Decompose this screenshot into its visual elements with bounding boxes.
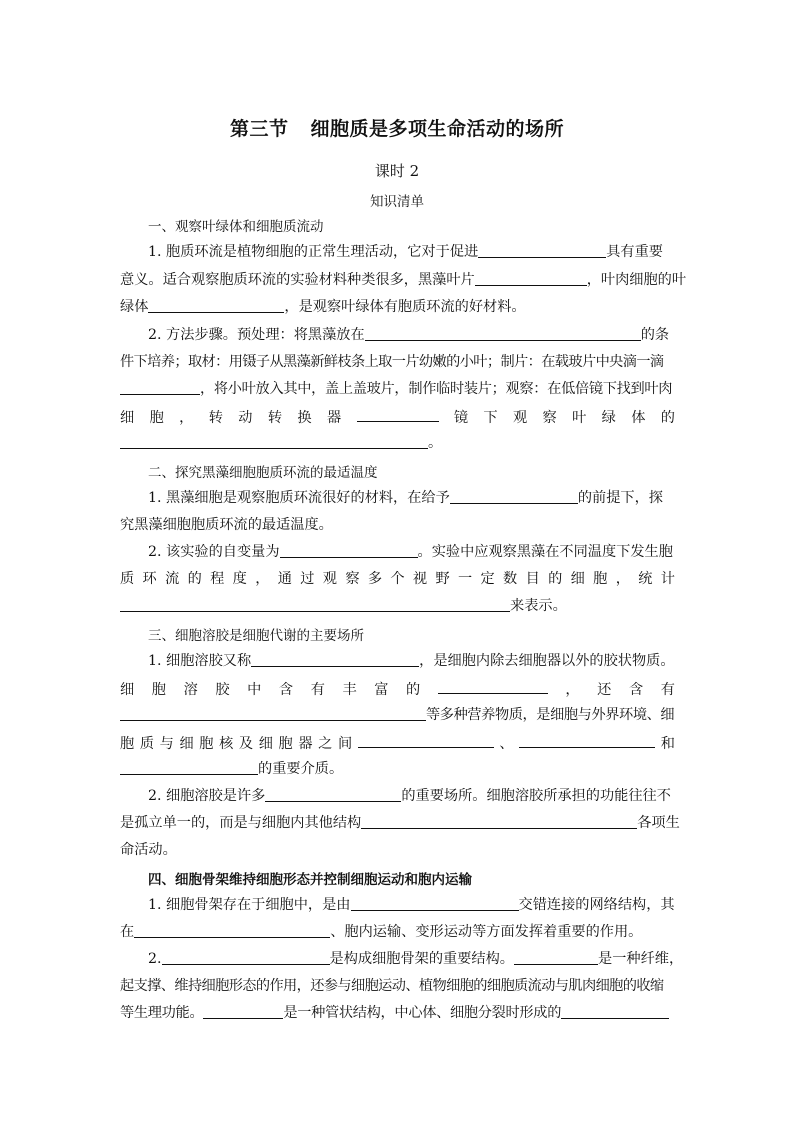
text-fragment: 1. 细胞溶胶又称 (148, 653, 252, 669)
text-fragment: 、胞内运输、变形运动等方面发挥着重要的作用。 (330, 924, 643, 940)
title-section-number: 第三节 (229, 118, 289, 140)
lesson-label: 课时 2 (374, 162, 420, 180)
char: 丰 (342, 682, 357, 698)
text-fragment: 2. 方法步骤。预处理：将黑藻放在 (148, 327, 365, 343)
title-section-name: 细胞质是多项生命活动的场所 (310, 118, 565, 140)
text-fragment: 2. 该实验的自变量为 (148, 544, 280, 560)
text-fragment: 2. 细胞溶胶是许多 (148, 788, 266, 804)
text-fragment: 1. 细胞骨架存在于细胞中，是由 (148, 897, 351, 913)
text-fragment: 各项生 (637, 815, 680, 831)
text-line (148, 242, 675, 262)
text-line (120, 759, 675, 779)
text-fragment: ，将小叶放入其中，盖上盖玻片，制作临时装片；观察：在低倍镜下找到叶肉 (200, 381, 673, 397)
text-fragment: 具有重要 (606, 244, 663, 260)
char: 的 (660, 410, 675, 426)
text-fragment: 是一种管状结构，中心体、细胞分裂时形成的 (283, 1005, 562, 1021)
text-fragment: 绿体 (120, 299, 149, 315)
text-fragment: 交错连接的网络结构，其 (518, 897, 675, 913)
answer-blank[interactable] (358, 732, 494, 748)
answer-blank[interactable] (361, 813, 637, 829)
char: 的 (406, 682, 421, 698)
text-line (120, 705, 675, 725)
text-fragment: 。 (428, 435, 443, 451)
char: ， (179, 410, 194, 426)
text-line (148, 488, 675, 508)
char: 胞 (278, 736, 293, 752)
text-line-justified (120, 406, 675, 428)
text-line (120, 297, 675, 317)
char: 有 (660, 682, 675, 698)
char: 一 (457, 571, 473, 587)
text-fragment: 。实验中应观察黑藻在不同温度下发生胞 (417, 544, 673, 560)
char: 环 (142, 571, 157, 587)
text-fragment: 件下培养；取材：用镊子从黑藻新鲜枝条上取一片幼嫩的小叶；制片：在载玻片中央滴一滴 (120, 354, 664, 370)
answer-blank[interactable] (251, 651, 419, 667)
char: 计 (660, 571, 675, 587)
char: 统 (638, 571, 653, 587)
char: 通 (277, 571, 292, 587)
text-fragment: 2. (148, 951, 162, 967)
text-line-justified (120, 569, 675, 589)
text-fragment: 的重要介质。 (258, 761, 344, 777)
answer-blank[interactable] (148, 297, 284, 313)
char: ， (565, 682, 580, 698)
text-line-justified (120, 678, 675, 700)
char: 观 (512, 410, 528, 426)
answer-blank[interactable] (478, 242, 606, 258)
char: 野 (435, 571, 450, 587)
text-fragment: 的条 (640, 327, 670, 343)
section-heading-1: 一、观察叶绿体和细胞质流动 (148, 219, 324, 235)
text-fragment: 等生理功能。 (120, 1005, 204, 1021)
char: 流 (165, 571, 180, 587)
char: 镜 (453, 410, 469, 426)
text-fragment: 意义。适合观察胞质环流的实验材料种类很多，黑藻叶片 (120, 272, 475, 288)
char: 细 (258, 736, 273, 752)
text-line (148, 542, 675, 562)
char: 的 (548, 571, 563, 587)
section-heading-3: 三、细胞溶胶是细胞代谢的主要场所 (148, 628, 364, 644)
text-fragment: 是构成细胞骨架的重要结构。 (329, 951, 514, 967)
char: 器 (326, 410, 342, 426)
subtitle: 知识清单 (370, 194, 424, 210)
char: 之 (318, 736, 333, 752)
char: 观 (322, 571, 337, 587)
text-line (120, 840, 675, 860)
char: 还 (597, 682, 612, 698)
char: 及 (238, 736, 254, 752)
answer-blank[interactable] (134, 922, 330, 938)
text-line (120, 813, 680, 833)
text-line (120, 515, 675, 535)
char: 溶 (183, 682, 198, 698)
answer-blank[interactable] (120, 379, 200, 395)
answer-blank[interactable] (351, 895, 519, 911)
char: 细 (120, 682, 135, 698)
char: 胞 (151, 682, 166, 698)
char: 的 (187, 571, 202, 587)
char: 中 (247, 682, 262, 698)
char: 度 (232, 571, 247, 587)
char: 器 (298, 736, 313, 752)
text-fragment: ，叶肉细胞的叶 (586, 272, 687, 288)
text-line (148, 786, 675, 806)
char: 、 (499, 736, 514, 752)
char: 有 (310, 682, 325, 698)
text-line (120, 596, 675, 616)
text-line (120, 1003, 675, 1023)
char: 含 (278, 682, 294, 698)
text-fragment: 命活动。 (120, 842, 177, 858)
char: 和 (660, 736, 675, 752)
text-line (148, 895, 675, 915)
answer-blank[interactable] (519, 732, 655, 748)
answer-blank[interactable] (162, 949, 330, 965)
text-fragment: 在 (120, 924, 135, 940)
text-fragment: 是一种纤维， (598, 951, 684, 967)
text-fragment: 的重要场所。细胞溶胶所承担的功能往往不 (401, 788, 671, 804)
char: 绿 (601, 410, 616, 426)
text-fragment: 来表示。 (510, 598, 567, 614)
answer-blank[interactable] (120, 596, 510, 612)
char: 体 (631, 410, 646, 426)
text-line (120, 433, 675, 453)
text-fragment: ，是观察叶绿体有胞质环流的好材料。 (284, 299, 526, 315)
answer-blank[interactable] (365, 325, 641, 341)
text-line (120, 922, 675, 942)
answer-blank[interactable] (120, 759, 258, 775)
text-line (120, 352, 675, 372)
char: 数 (503, 571, 518, 587)
char: ， (255, 571, 270, 587)
char: 察 (542, 410, 557, 426)
char: 察 (345, 571, 360, 587)
text-fragment: 究黑藻细胞胞质环流的最适温度。 (120, 517, 333, 533)
text-fragment: 等多种营养物质，是细胞与外界环境、细 (426, 707, 675, 723)
char: 质 (120, 571, 135, 587)
answer-blank[interactable] (265, 786, 401, 802)
text-fragment: ，是细胞内除去细胞器以外的胶状物质。 (419, 653, 675, 669)
text-line-justified (120, 732, 675, 754)
char: 胞 (149, 410, 164, 426)
char: 叶 (572, 410, 587, 426)
text-line (148, 325, 675, 345)
answer-blank[interactable] (357, 406, 439, 422)
char: 含 (628, 682, 644, 698)
char: 间 (337, 736, 353, 752)
char: 胞 (199, 736, 214, 752)
answer-blank[interactable] (450, 488, 578, 504)
text-line (148, 651, 675, 671)
char: 细 (179, 736, 194, 752)
text-fragment: 起支撑、维持细胞形态的作用，还参与细胞运动、植物细胞的细胞质流动与肌肉细胞的收缩 (120, 978, 664, 994)
char: 下 (483, 410, 498, 426)
char: 细 (120, 410, 135, 426)
text-line (120, 379, 675, 399)
text-fragment: 是孤立单一的，而是与细胞内其他结构 (120, 815, 362, 831)
char: 转 (208, 410, 223, 426)
answer-blank[interactable] (475, 270, 587, 286)
char: 富 (374, 682, 389, 698)
text-fragment: 1. 黑藻细胞是观察胞质环流很好的材料，在给予 (148, 490, 450, 506)
section-heading-2: 二、探究黑藻细胞胞质环流的最适温度 (148, 465, 378, 481)
char: 定 (480, 571, 495, 587)
answer-blank[interactable] (280, 542, 418, 558)
char: 细 (570, 571, 585, 587)
answer-blank[interactable] (120, 433, 428, 449)
text-line (148, 949, 684, 969)
char: 目 (525, 571, 540, 587)
char: 转 (267, 410, 283, 426)
char: 换 (297, 410, 312, 426)
text-line (120, 270, 687, 290)
char: 胞 (120, 736, 135, 752)
text-fragment: 的前提下，探 (577, 490, 663, 506)
char: 多 (367, 571, 383, 587)
text-line (120, 976, 675, 996)
char: 视 (412, 571, 428, 587)
char: ， (615, 571, 630, 587)
text-fragment: 1. 胞质环流是植物细胞的正常生理活动，它对于促进 (148, 244, 479, 260)
char: 质 (139, 736, 155, 752)
char: 动 (238, 410, 253, 426)
answer-blank[interactable] (561, 1003, 669, 1019)
answer-blank[interactable] (203, 1003, 283, 1019)
char: 个 (390, 571, 405, 587)
char: 程 (210, 571, 225, 587)
answer-blank[interactable] (120, 705, 426, 721)
char: 与 (159, 736, 174, 752)
char: 核 (219, 736, 234, 752)
char: 胶 (215, 682, 230, 698)
answer-blank[interactable] (514, 949, 598, 965)
answer-blank[interactable] (438, 678, 548, 694)
section-heading-4: 四、细胞骨架维持细胞形态并控制细胞运动和胞内运输 (148, 872, 472, 888)
char: 过 (300, 571, 315, 587)
page-title (0, 114, 794, 141)
char: 胞 (593, 571, 608, 587)
